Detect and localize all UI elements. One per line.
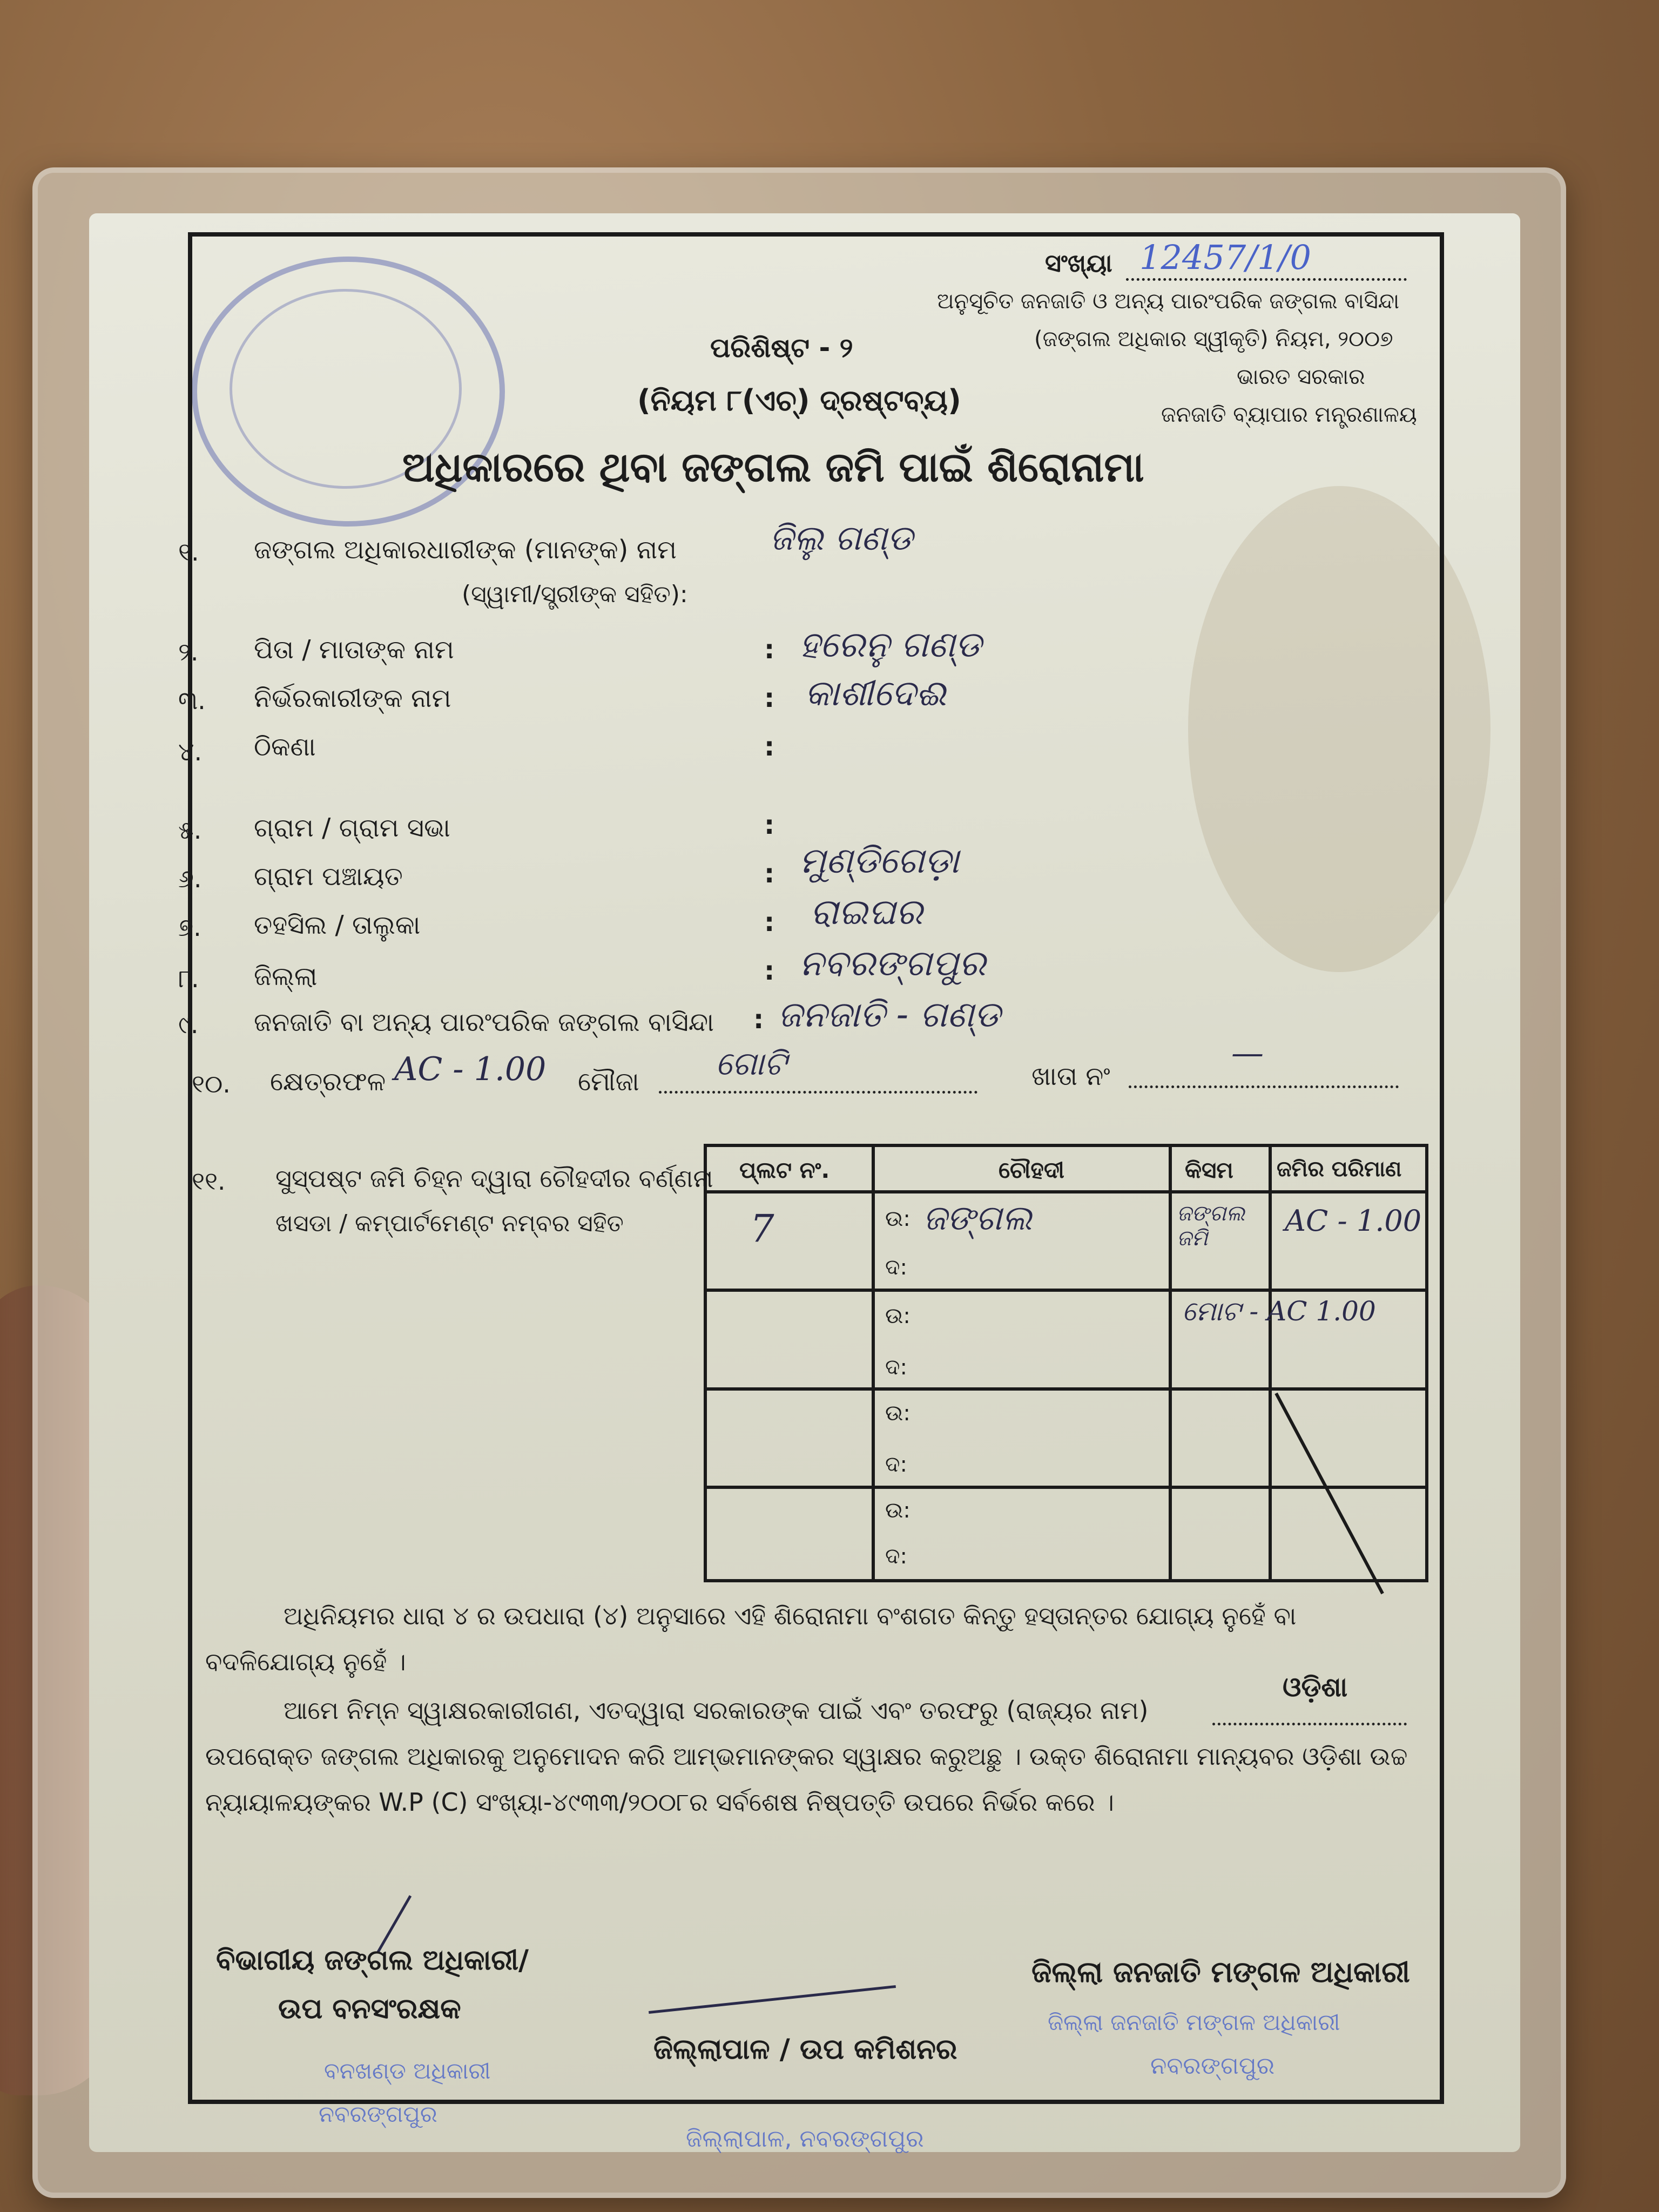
field-2-colon: : (764, 635, 775, 665)
boundary-table (704, 1144, 1428, 1582)
row1-d-label: ଦ: (885, 1255, 907, 1280)
field-2-num: ୨. (178, 637, 199, 666)
row3-d-label: ଦ: (885, 1452, 907, 1477)
field-4-label: ଠିକଣା (254, 732, 316, 762)
area-label: କ୍ଷେତ୍ରଫଳ (270, 1067, 386, 1097)
field-2-label: ପିତା / ମାତାଙ୍କ ନାମ (254, 635, 454, 665)
row2-d-label: ଦ: (885, 1355, 907, 1380)
row2-u-label: ଉ: (885, 1304, 911, 1328)
stamp-left-line2: ନବରଙ୍ଗପୁର (319, 2101, 437, 2127)
signatory-right: ଜିଲ୍ଲା ଜନଜାତି ମଙ୍ଗଳ ଅଧିକାରୀ (1031, 1955, 1410, 1989)
field-9-label: ଜନଜାତି ବା ଅନ୍ୟ ପାରଂପରିକ ଜଙ୍ଗଲ ବାସିନ୍ଦା (254, 1007, 714, 1037)
table-header-plot: ପ୍ଲଟ ନଂ. (739, 1157, 830, 1183)
mouza-value: ଗୋଟି (716, 1045, 787, 1083)
header-line-3: ଭାରତ ସରକାର (1237, 365, 1365, 389)
field-1-num: ୧. (178, 537, 199, 567)
serial-label: ସଂଖ୍ୟା (1045, 248, 1112, 278)
field-3-value: କାଶୀଦେଈ (805, 672, 947, 714)
table-header-area: ଜମିର ପରିମାଣ (1277, 1157, 1402, 1182)
area-value: AC - 1.00 (394, 1050, 547, 1088)
annex-heading: ପରିଶିଷ୍ଟ - ୨ (710, 332, 853, 363)
state-name: ଓଡ଼ିଶା (1283, 1671, 1348, 1703)
khata-label: ଖାତା ନଂ (1031, 1061, 1110, 1091)
declaration-line-3: ଉପରୋକ୍ତ ଜଙ୍ଗଲ ଅଧିକାରକୁ ଅନୁମୋଦନ କରି ଆମ୍ଭମାନଙ୍କର ସ୍ୱାକ୍ଷର କରୁଅଛୁ । ଉକ୍ତ ଶିରୋନାମା ମାନ୍ୟବର ଓଡ଼ିଶା ଉଚ୍ଚ (205, 1742, 1408, 1771)
rule-heading: (ନିୟମ ୮(ଏଚ୍) ଦ୍ରଷ୍ଟବ୍ୟ) (637, 383, 961, 417)
header-line-2: (ଜଙ୍ଗଲ ଅଧିକାର ସ୍ୱୀକୃତି) ନିୟମ, ୨୦୦୭ (1034, 327, 1393, 352)
row1-plot: 7 (750, 1206, 774, 1251)
field-1-label: ଜଙ୍ଗଲ ଅଧିକାରଧାରୀଙ୍କ (ମାନଙ୍କ) ନାମ (254, 535, 677, 565)
field-11-line2: ଖସଡା / କମ୍ପାର୍ଟମେଣ୍ଟ ନମ୍ବର ସହିତ (275, 1210, 624, 1237)
declaration-line-2: ଆମେ ନିମ୍ନ ସ୍ୱାକ୍ଷରକାରୀଗଣ, ଏତଦ୍ୱାରା ସରକାରଙ୍କ ପାଇଁ ଏବଂ ତରଫରୁ (ରାଜ୍ୟର ନାମ) (284, 1696, 1149, 1725)
field-1-value: ଜିଲୁ ଗଣ୍ଡ (770, 518, 913, 558)
declaration-line-4: ନ୍ୟାୟାଳୟଙ୍କର W.P (C) ସଂଖ୍ୟା-୪୯୩୩/୨୦୦୮ର ସର୍ବଶେଷ ନିଷ୍ପତ୍ତି ଉପରେ ନିର୍ଭର କରେ । (205, 1788, 1114, 1817)
row1-u-value: ଜଙ୍ଗଲ (923, 1198, 1033, 1238)
table-header-kisam: କିସମ (1185, 1157, 1233, 1183)
page-title: ଅଧିକାରରେ ଥିବା ଜଙ୍ଗଲ ଜମି ପାଇଁ ଶିରୋନାମା (402, 443, 1144, 491)
field-6-colon: : (764, 859, 775, 889)
stamp-right-line2: ନବରଙ୍ଗପୁର (1150, 2052, 1275, 2080)
field-4-num: ୪. (178, 737, 203, 766)
row3-u-label: ଉ: (885, 1401, 911, 1426)
field-11-num: ୧୧. (192, 1166, 226, 1196)
field-3-colon: : (764, 683, 775, 713)
table-header-boundary: ଚୌହଦୀ (999, 1157, 1064, 1183)
field-2-value: ହରେନୁ ଗଣ୍ଡ (799, 624, 982, 665)
row4-d-label: ଦ: (885, 1544, 907, 1569)
field-7-label: ତହସିଲ / ତାଲୁକା (254, 910, 421, 940)
serial-value: 12457/1/0 (1139, 238, 1311, 277)
declaration-line-1: ଅଧିନିୟମର ଧାରା ୪ ର ଉପଧାରା (୪) ଅନୁସାରେ ଏହି ଶିରୋନାମା ବଂଶଗତ କିନ୍ତୁ ହସ୍ତାନ୍ତର ଯୋଗ୍ୟ ନୁହେଁ ବା (284, 1601, 1297, 1630)
declaration-line-1b: ବଦଳିଯୋଗ୍ୟ ନୁହେଁ । (205, 1647, 406, 1676)
stamp-right-line1: ଜିଲ୍ଲା ଜନଜାତି ମଙ୍ଗଳ ଅଧିକାରୀ (1048, 2009, 1340, 2035)
field-5-label: ଗ୍ରାମ / ଗ୍ରାମ ସଭା (254, 813, 450, 843)
signatory-center: ଜିଲ୍ଲାପାଳ / ଉପ କମିଶନର (653, 2033, 957, 2066)
field-9-colon: : (753, 1004, 764, 1035)
field-4-colon: : (764, 732, 775, 762)
field-7-colon: : (764, 907, 775, 938)
field-6-value: ମୁଣ୍ଡିଗେଡ଼ା (799, 840, 959, 881)
field-1-sub: (ସ୍ୱାମୀ/ସ୍ତ୍ରୀଙ୍କ ସହିତ): (462, 581, 688, 608)
field-9-value: ଜନଜାତି - ଗଣ୍ଡ (778, 994, 1001, 1035)
field-7-value: ରାଇଘର (810, 891, 923, 933)
row1-kisam: ଜଙ୍ଗଲ ଜମି (1177, 1201, 1245, 1251)
stamp-center: ଜିଲ୍ଲାପାଳ, ନବରଙ୍ଗପୁର (686, 2125, 924, 2153)
field-3-num: ୩. (178, 686, 206, 715)
field-5-colon: : (764, 810, 775, 840)
signatory-left-line1: ବିଭାଗୀୟ ଜଙ୍ଗଲ ଅଧିକାରୀ/ (216, 1944, 529, 1977)
field-10-num: ୧୦. (192, 1069, 231, 1098)
row2-total: ମୋଟ - AC 1.00 (1182, 1296, 1376, 1327)
row4-u-label: ଉ: (885, 1498, 911, 1523)
stamp-left-line1: ବନଖଣ୍ଡ ଅଧିକାରୀ (324, 2058, 491, 2084)
field-5-num: ୫. (178, 815, 202, 845)
header-line-4: ଜନଜାତି ବ୍ୟାପାର ମନ୍ତ୍ରଣାଳୟ (1161, 402, 1417, 427)
field-7-num: ୭. (178, 913, 201, 942)
row1-u-label: ଉ: (885, 1206, 911, 1231)
field-8-label: ଜିଲ୍ଲା (254, 961, 318, 992)
field-11-line1: ସୁସ୍ପଷ୍ଟ ଜମି ଚିହ୍ନ ଦ୍ୱାରା ଚୌହଦୀର ବର୍ଣ୍ଣନା (275, 1164, 713, 1193)
field-8-num: ୮. (178, 964, 199, 993)
field-6-num: ୬. (178, 864, 202, 893)
khata-value: — (1231, 1034, 1264, 1072)
field-9-num: ୯. (178, 1010, 199, 1039)
row1-area: AC - 1.00 (1285, 1204, 1422, 1238)
signatory-left-line2: ଉପ ବନସଂରକ୍ଷକ (278, 1993, 461, 2025)
field-8-colon: : (764, 956, 775, 986)
field-8-value: ନବରଙ୍ଗପୁର (799, 942, 986, 984)
field-6-label: ଗ୍ରାମ ପଞ୍ଚାୟତ (254, 861, 403, 892)
field-3-label: ନିର୍ଭରକାରୀଙ୍କ ନାମ (254, 683, 451, 713)
mouza-label: ମୌଜା (578, 1067, 639, 1097)
header-line-1: ଅନୁସୂଚିତ ଜନଜାତି ଓ ଅନ୍ୟ ପାରଂପରିକ ଜଙ୍ଗଲ ବାସିନ୍ଦା (937, 289, 1400, 314)
